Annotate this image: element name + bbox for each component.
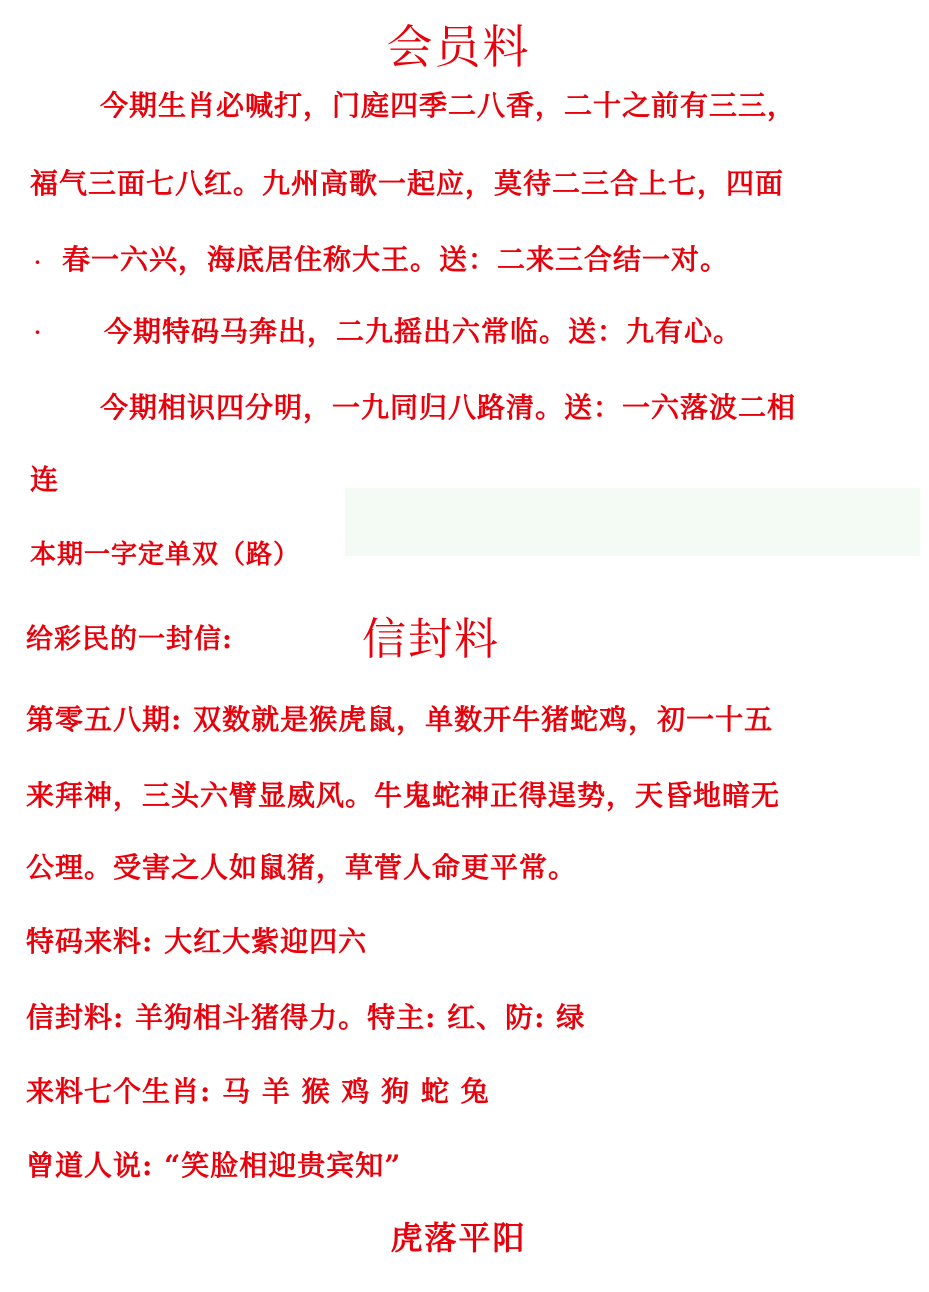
envelope-material-title: 信封料 — [362, 614, 500, 665]
period-line-3: 公理。受害之人如鼠猪，草菅人命更平常。 — [26, 851, 578, 884]
member-material-title: 会员料 — [386, 20, 531, 74]
seven-zodiac-line: 来料七个生肖: 马 羊 猴 鸡 狗 蛇 兔 — [26, 1075, 490, 1108]
member-paragraph-2-line-1: 今期特码马奔出，二九摇出六常临。送：九有心。 — [104, 315, 743, 348]
taoist-saying-line: 曾道人说: “笑脸相迎贵宾知” — [26, 1149, 402, 1182]
footer-title: 虎落平阳 — [390, 1219, 527, 1257]
faint-background-block — [345, 488, 920, 556]
member-paragraph-3-line-1: 今期相识四分明，一九同归八路清。送：一六落波二相 — [100, 391, 797, 424]
smudge-mark: · — [34, 250, 41, 274]
letter-intro: 给彩民的一封信: — [26, 624, 233, 655]
special-code-line: 特码来料: 大红大紫迎四六 — [26, 925, 368, 958]
envelope-material-line: 信封料: 羊狗相斗猪得力。特主: 红、防: 绿 — [26, 1001, 586, 1034]
member-paragraph-1-line-2: 福气三面七八红。九州高歌一起应，莫待二三合上七，四面 — [30, 167, 785, 200]
period-line-2: 来拜神，三头六臂显威风。牛鬼蛇神正得逞势，天昏地暗无 — [26, 779, 781, 812]
single-double-line: 本期一字定单双（路） — [30, 540, 301, 570]
member-paragraph-1-line-1: 今期生肖必喊打，门庭四季二八香，二十之前有三三， — [100, 89, 797, 122]
period-line-1: 第零五八期: 双数就是猴虎鼠，单数开牛猪蛇鸡，初一十五 — [26, 703, 774, 736]
member-paragraph-1-line-3: 春一六兴，海底居住称大王。送：二来三合结一对。 — [62, 243, 730, 276]
smudge-mark: · — [34, 320, 41, 344]
member-paragraph-3-line-2: 连 — [30, 463, 60, 496]
